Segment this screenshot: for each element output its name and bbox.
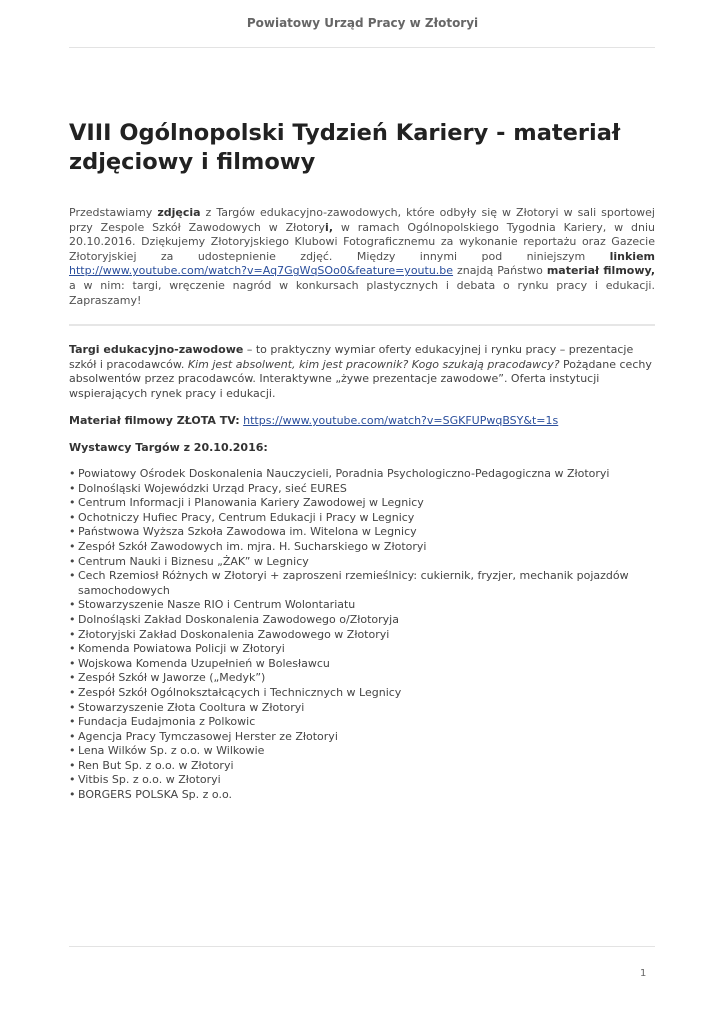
film-label: Materiał filmowy ZŁOTA TV: xyxy=(69,414,240,427)
list-item: • Dolnośląski Zakład Doskonalenia Zawodowego o/Złotoryja xyxy=(69,613,655,628)
list-item: • Stowarzyszenie Złota Cooltura w Złotoryi xyxy=(69,701,655,716)
intro-text: w ramach Ogólnopolskiego Tygodnia Kariery, w dniu 20.10.2016. Dziękujemy Złotoryjskiego Klubowi Fotograficznemu za wykonanie reportażu oraz Gazecie Złotoryjskiej za udostepnienie zdjęć. Między innymi pod niniejszym xyxy=(69,220,656,263)
list-item: • Zespół Szkół Zawodowych im. mjra. H. Sucharskiego w Złotoryi xyxy=(69,540,655,555)
zlota-tv-link[interactable]: https://www.youtube.com/watch?v=SGKFUPwqBSY&t=1s xyxy=(243,414,559,427)
exhibitors-list xyxy=(69,467,655,803)
list-item: • Wojskowa Komenda Uzupełnień w Bolesławcu xyxy=(69,657,655,672)
intro-text: a w nim: targi, wręczenie nagród w konkursach plastycznych i debata o rynku pracy i edukacji. Zapraszamy! xyxy=(69,278,655,307)
list-item: • Lena Wilków Sp. z o.o. w Wilkowie xyxy=(69,744,655,759)
list-item: • Centrum Nauki i Biznesu „ŻAK” w Legnicy xyxy=(69,555,655,570)
exhibitors-heading: Wystawcy Targów z 20.10.2016: xyxy=(69,441,268,454)
intro-bold-link-word: linkiem xyxy=(609,249,655,263)
list-item: • Fundacja Eudajmonia z Polkowic xyxy=(69,715,655,730)
list-item: • Dolnośląski Wojewódzki Urząd Pracy, sieć EURES xyxy=(69,482,655,497)
intro-bold: i, xyxy=(325,220,333,234)
list-item: • Agencja Pracy Tymczasowej Herster ze Złotoryi xyxy=(69,730,655,745)
page-header: Powiatowy Urząd Pracy w Złotoryi xyxy=(246,16,479,30)
list-item: • Zespół Szkół w Jaworze („Medyk”) xyxy=(69,671,655,686)
list-item: • Powiatowy Ośrodek Doskonalenia Nauczycieli, Poradnia Psychologiczno-Pedagogiczna w Złotoryi xyxy=(69,467,655,482)
list-item: • Cech Rzemiosł Różnych w Złotoryi + zaproszeni rzemieślnicy: cukiernik, fryzjer, mechanik pojazdów samochodowych xyxy=(69,569,655,598)
youtube-link[interactable]: http://www.youtube.com/watch?v=Aq7GgWqSOo0&feature=youtu.be xyxy=(69,264,454,278)
list-item: • Centrum Informacji i Planowania Kariery Zawodowej w Legnicy xyxy=(69,496,655,511)
footer-divider xyxy=(69,946,655,947)
section-divider xyxy=(69,324,655,326)
list-item: • Stowarzyszenie Nasze RIO i Centrum Wolontariatu xyxy=(69,598,655,613)
list-item: • Zespół Szkół Ogólnokształcących i Technicznych w Legnicy xyxy=(69,686,655,701)
intro-text: z Targów edukacyjno-zawodowych, które odbyły się w Złotoryi w sali sportowej przy Zespole Szkół Zawodowych w Złotory xyxy=(69,206,655,234)
article-title: VIII Ogólnopolski Tydzień Kariery - materiał zdjęciowy i filmowy xyxy=(69,120,621,175)
film-line xyxy=(69,414,655,429)
intro-bold-film: materiał filmowy, xyxy=(546,264,655,278)
intro-paragraph xyxy=(69,206,655,308)
fair-question: Kim jest absolwent, kim jest pracownik? Kogo szukają pracodawcy? xyxy=(187,357,560,371)
fair-text: Pożądane cechy absolwentów przez pracodawców. Interaktywne „żywe prezentacje zawodowe”. Oferta instytucji wspierających rynek pracy i edukacji. xyxy=(69,357,652,400)
fair-label: Targi edukacyjno-zawodowe xyxy=(69,343,244,356)
fair-text: – to praktyczny wymiar oferty edukacyjnej i rynku pracy – prezentacje szkół i pracodawców. xyxy=(69,343,634,371)
fair-description xyxy=(69,343,655,401)
list-item: • Ochotniczy Hufiec Pracy, Centrum Edukacji i Pracy w Legnicy xyxy=(69,511,655,526)
header-divider xyxy=(69,47,655,48)
list-item: • Komenda Powiatowa Policji w Złotoryi xyxy=(69,642,655,657)
intro-text: Przedstawiamy xyxy=(69,206,158,219)
list-item: • Ren But Sp. z o.o. w Złotoryi xyxy=(69,759,655,774)
list-item: • Państwowa Wyższa Szkoła Zawodowa im. Witelona w Legnicy xyxy=(69,525,655,540)
page-number: 1 xyxy=(640,968,647,979)
list-item: • BORGERS POLSKA Sp. z o.o. xyxy=(69,788,655,803)
list-item: • Vitbis Sp. z o.o. w Złotoryi xyxy=(69,773,655,788)
intro-text: znajdą Państwo xyxy=(453,264,547,278)
intro-bold-photos: zdjęcia xyxy=(157,206,201,219)
list-item: • Złotoryjski Zakład Doskonalenia Zawodowego w Złotoryi xyxy=(69,628,655,643)
